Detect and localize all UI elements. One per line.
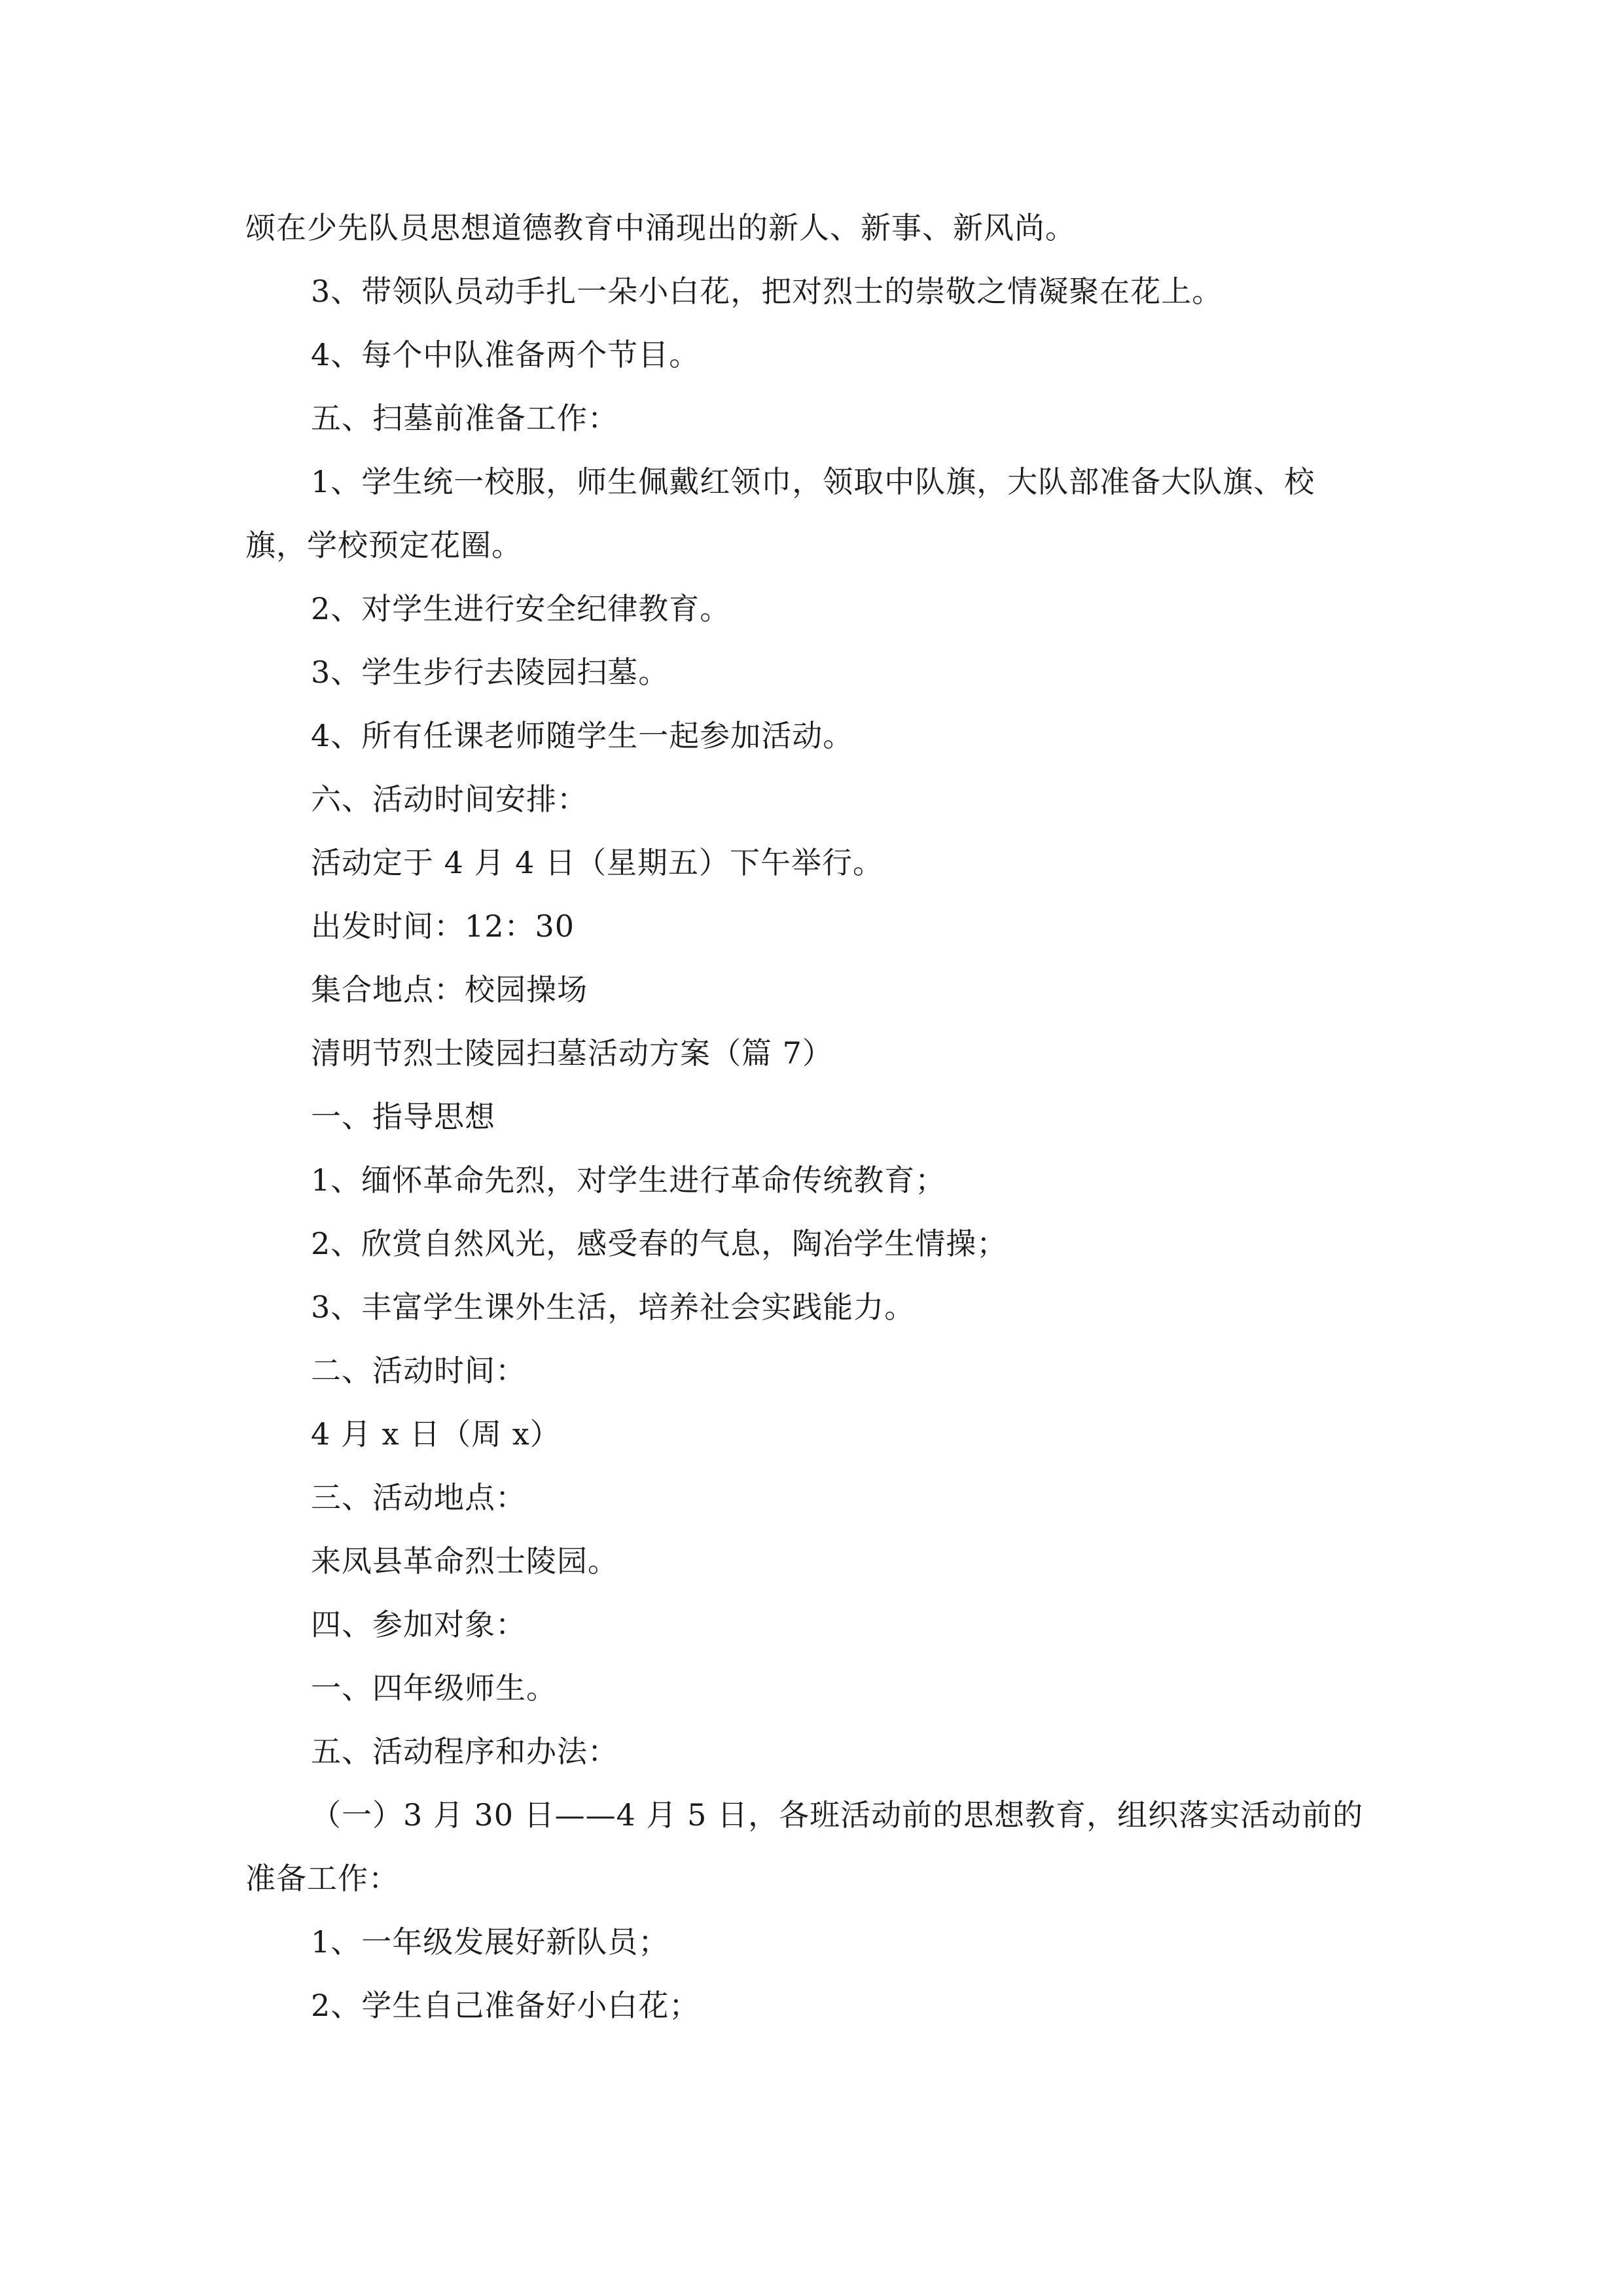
text-line: 4 月 x 日（周 x） <box>311 1416 561 1452</box>
text-line: 2、欣赏自然风光，感受春的气息，陶冶学生情操； <box>311 1226 1008 1261</box>
section-heading: 五、活动程序和办法： <box>311 1734 618 1769</box>
text-line: 旗，学校预定花圈。 <box>245 528 522 563</box>
text-line: 来凤县革命烈士陵园。 <box>311 1543 618 1579</box>
text-line: 颂在少先队员思想道德教育中涌现出的新人、新事、新风尚。 <box>245 210 1076 245</box>
text-line: 出发时间：12：30 <box>311 908 575 944</box>
text-line: 4、每个中队准备两个节目。 <box>311 337 700 372</box>
text-line: 活动定于 4 月 4 日（星期五）下午举行。 <box>311 845 884 880</box>
text-line: 3、带领队员动手扎一朵小白花，把对烈士的崇敬之情凝聚在花上。 <box>311 274 1223 309</box>
section-heading: 三、活动地点： <box>311 1480 526 1515</box>
text-line: （一）3 月 30 日——4 月 5 日，各班活动前的思想教育，组织落实活动前的 <box>311 1797 1364 1833</box>
text-line: 3、丰富学生课外生活，培养社会实践能力。 <box>311 1289 916 1325</box>
text-line: 准备工作： <box>245 1861 399 1896</box>
section-heading: 五、扫墓前准备工作： <box>311 401 618 436</box>
text-line: 一、四年级师生。 <box>311 1670 557 1706</box>
text-line: 1、学生统一校服，师生佩戴红领巾，领取中队旗，大队部准备大队旗、校 <box>311 464 1315 499</box>
section-heading: 一、指导思想 <box>311 1099 495 1134</box>
text-line: 2、对学生进行安全纪律教育。 <box>311 591 731 626</box>
section-heading: 六、活动时间安排： <box>311 781 588 817</box>
text-line: 2、学生自己准备好小白花； <box>311 1988 700 2023</box>
section-heading: 四、参加对象： <box>311 1607 526 1642</box>
text-line: 集合地点：校园操场 <box>311 972 588 1007</box>
text-line: 1、缅怀革命先烈，对学生进行革命传统教育； <box>311 1162 946 1198</box>
text-line: 3、学生步行去陵园扫墓。 <box>311 655 669 690</box>
text-line: 4、所有任课老师随学生一起参加活动。 <box>311 718 854 753</box>
document-title: 清明节烈士陵园扫墓活动方案（篇 7） <box>311 1035 833 1071</box>
text-line: 1、一年级发展好新队员； <box>311 1924 669 1960</box>
section-heading: 二、活动时间： <box>311 1353 526 1388</box>
